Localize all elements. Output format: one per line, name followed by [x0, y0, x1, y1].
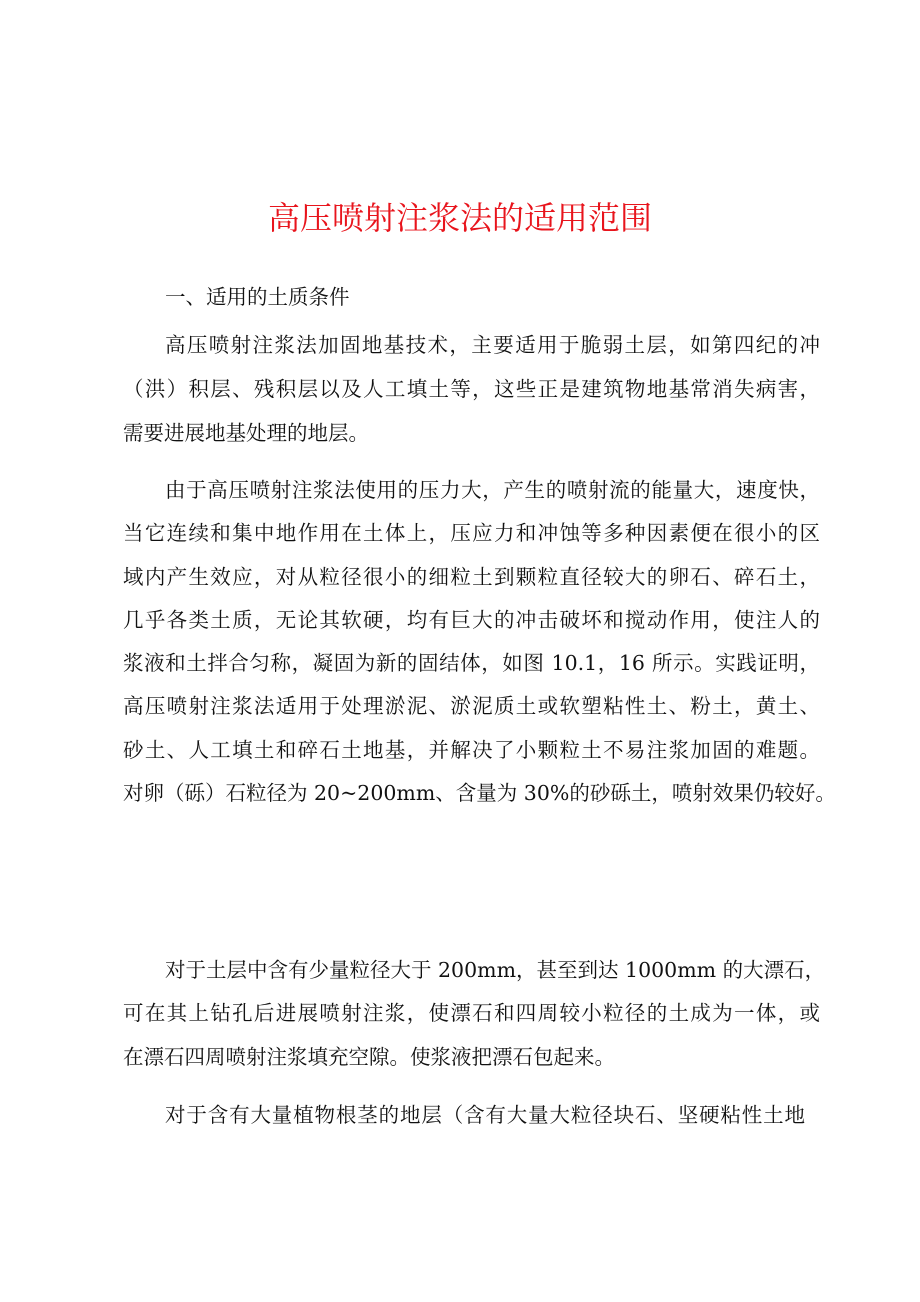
text-line: 需要进展地基处理的地层。 [123, 421, 369, 445]
text-line: 浆液和土拌合匀称，凝固为新的固结体，如图 10.1，16 所示。实践证明， [123, 651, 820, 675]
text-line: 几乎各类土质，无论其软硬，均有巨大的冲击破坏和搅动作用，使注人的 [123, 608, 820, 632]
text-line: 对于土层中含有少量粒径大于 200mm，甚至到达 1000mm 的大漂石， [165, 958, 826, 982]
text-line: 域内产生效应，对从粒径很小的细粒土到颗粒直径较大的卵石、碎石土， [123, 565, 820, 589]
text-line: 对于含有大量植物根茎的地层（含有大量大粒径块石、坚硬粘性土地 [165, 1103, 805, 1127]
text-line: （洪）积层、残积层以及人工填土等，这些正是建筑物地基常消失病害， [123, 377, 820, 401]
text-line: 可在其上钻孔后进展喷射注浆，使漂石和四周较小粒径的土成为一体，或 [123, 1001, 820, 1025]
text-line: 高压喷射注浆法适用于处理淤泥、淤泥质土或软塑粘性土、粉土，黄土、 [123, 694, 820, 718]
section-heading: 一、适用的土质条件 [165, 285, 350, 309]
text-line: 当它连续和集中地作用在土体上，压应力和冲蚀等多种因素便在很小的区 [123, 521, 820, 545]
text-line: 由于高压喷射注浆法使用的压力大，产生的喷射流的能量大，速度快， [165, 478, 820, 502]
text-line: 对卵（砾）石粒径为 20~200mm、含量为 30%的砂砾土，喷射效果仍较好。 [123, 781, 836, 805]
text-line: 砂土、人工填土和碎石土地基，并解决了小颗粒土不易注浆加固的难题。 [123, 738, 820, 762]
document-title: 高压喷射注浆法的适用范围 [267, 199, 652, 237]
text-line: 高压喷射注浆法加固地基技术，主要适用于脆弱土层，如第四纪的冲 [165, 333, 820, 357]
text-line: 在漂石四周喷射注浆填充空隙。使浆液把漂石包起来。 [123, 1045, 615, 1069]
